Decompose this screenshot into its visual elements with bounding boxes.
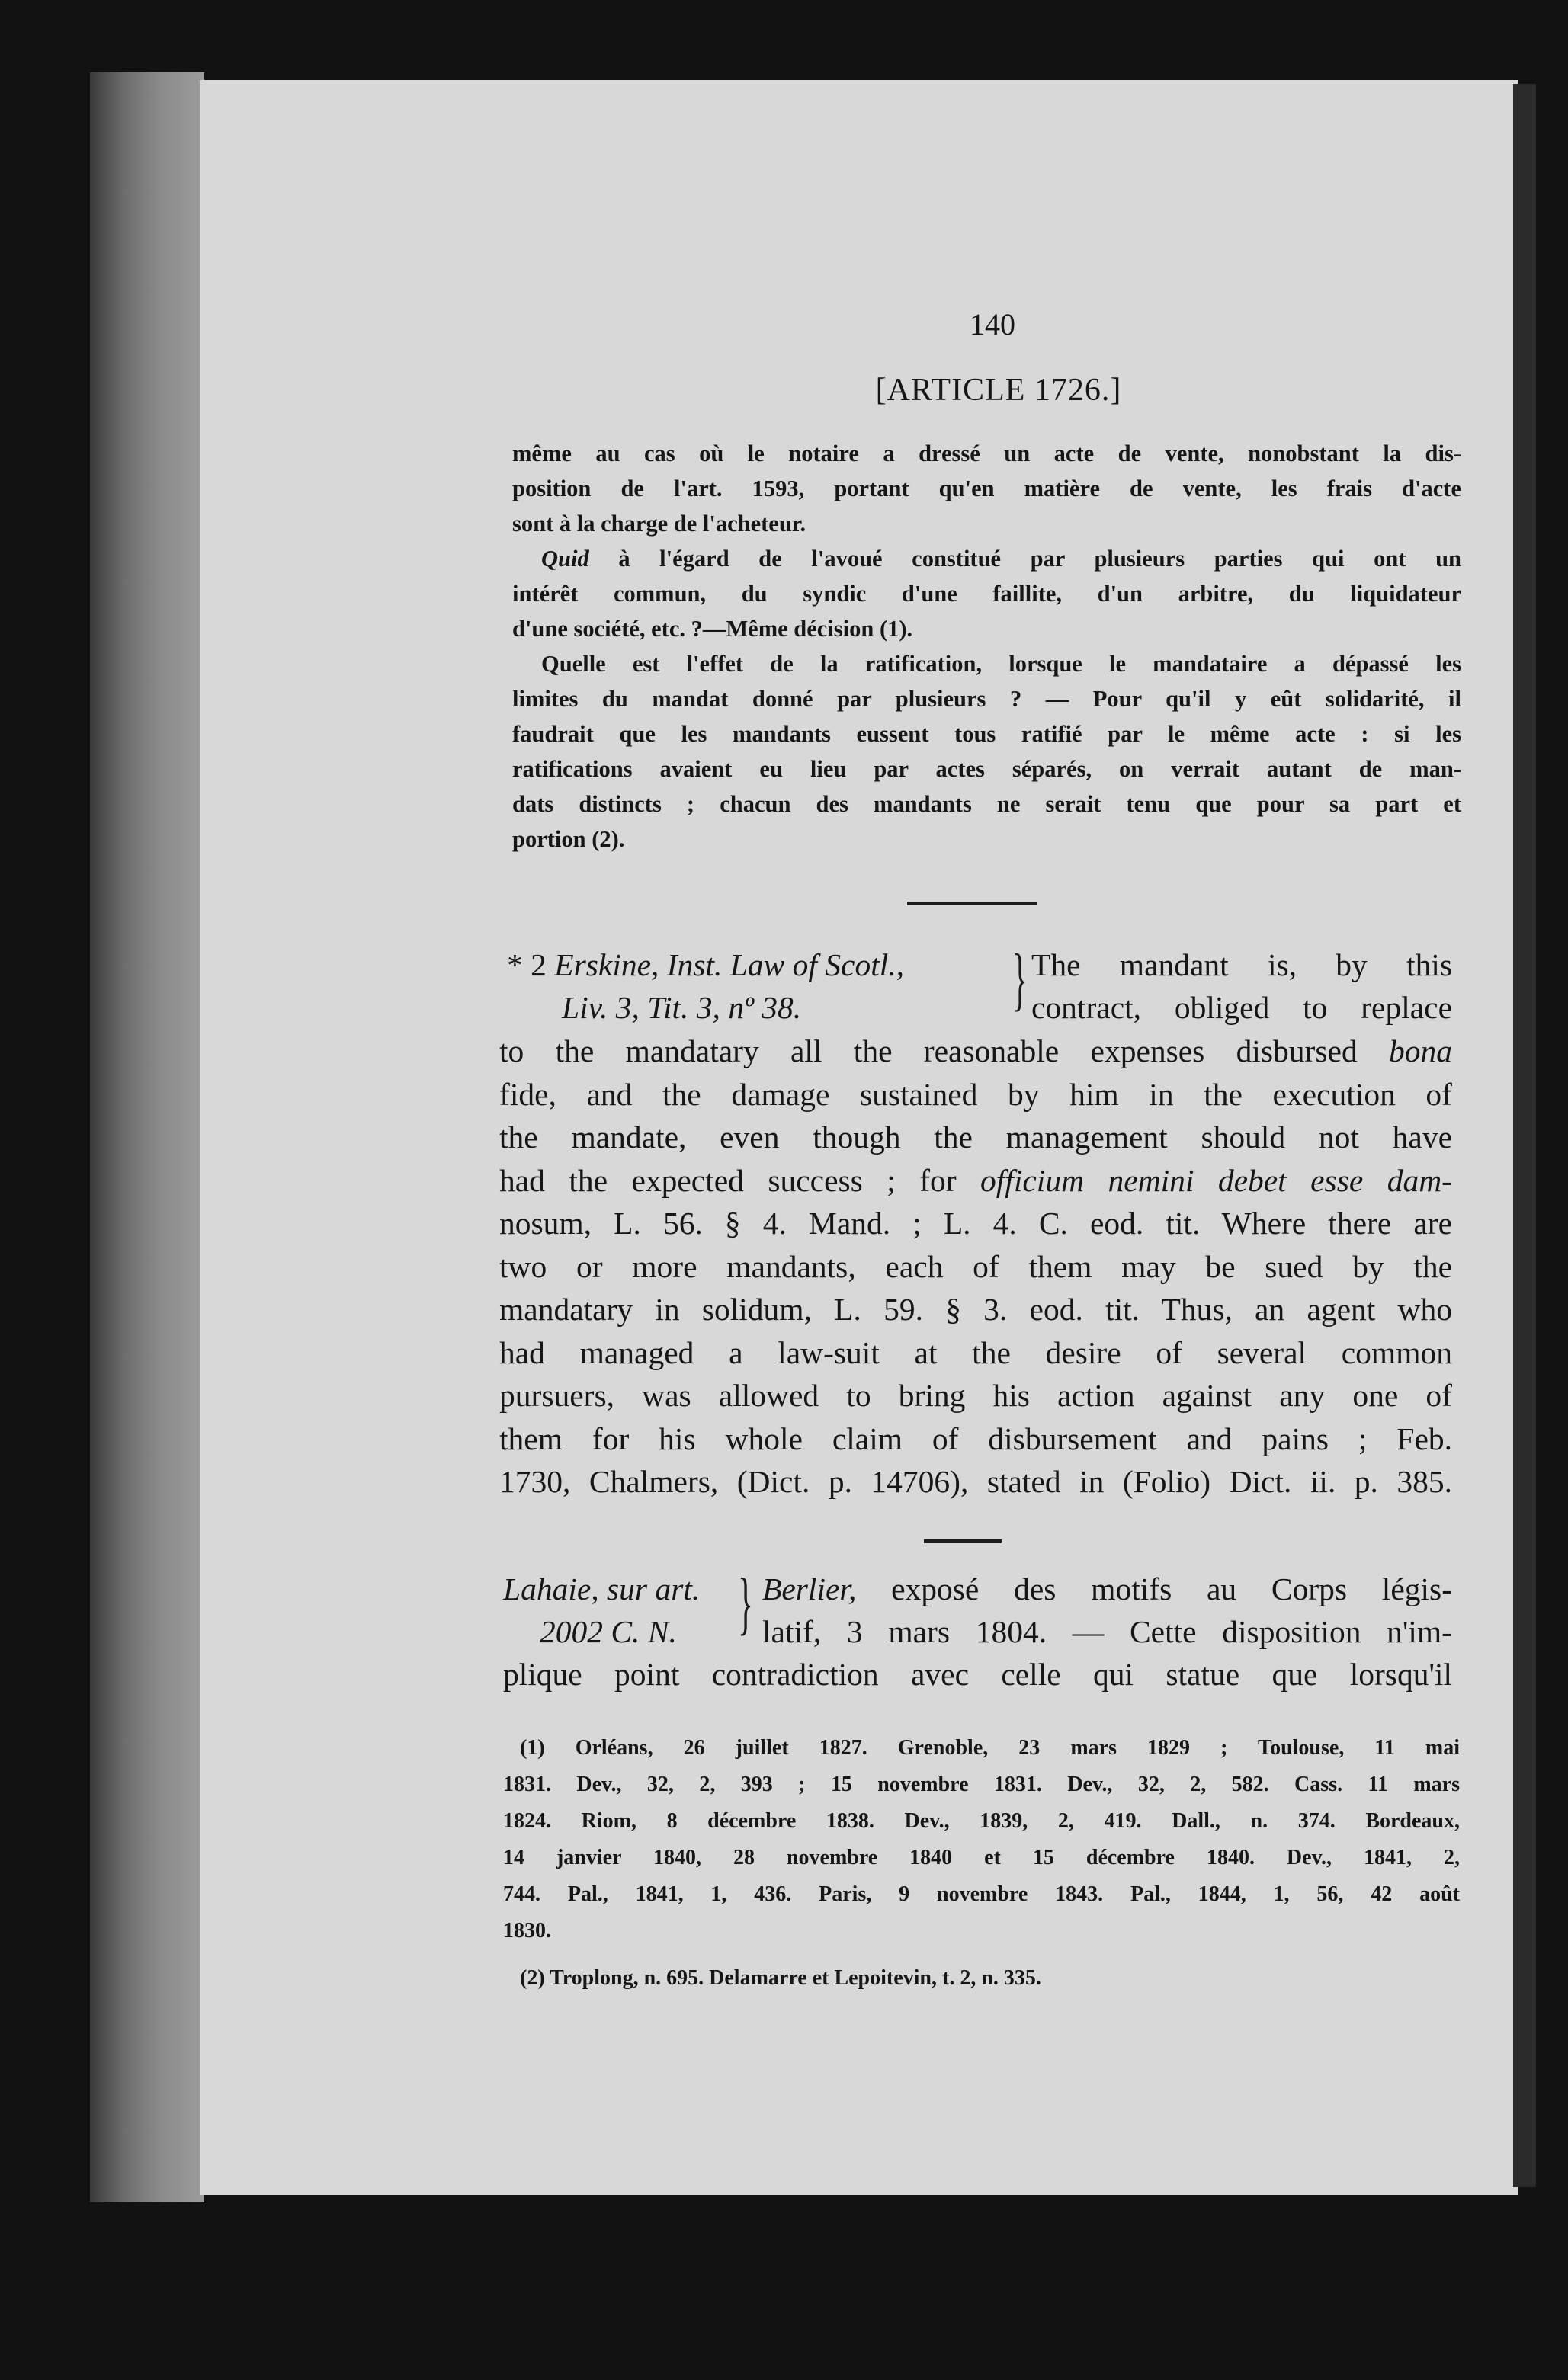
text-line: Quelle est l'effet de la ratification, lorsque le mandataire a dépassé les xyxy=(541,651,1461,677)
page-edge xyxy=(90,72,204,2202)
footnote-line: 1831. Dev., 32, 2, 393 ; 15 novembre 1831. Dev., 32, 2, 582. Cass. 11 mars xyxy=(503,1773,1460,1796)
text-line xyxy=(499,1030,1452,1073)
french-citation-italic: Berlier, xyxy=(762,1571,857,1606)
brace-icon: } xyxy=(738,1564,753,1642)
text-line: position de l'art. 1593, portant qu'en matière de vente, les frais d'acte xyxy=(512,476,1461,501)
text-line xyxy=(499,1159,1452,1203)
text-line xyxy=(512,541,1461,576)
text-segment: exposé des motifs au Corps légis- xyxy=(891,1571,1453,1606)
citation-first-line: The mandant is, by this xyxy=(1031,947,1452,982)
text-segment: to the mandatary all the reasonable expenses disbursed xyxy=(499,1033,1358,1068)
text-line: the mandate, even though the management should not have xyxy=(499,1120,1452,1155)
citation-location xyxy=(562,986,801,1030)
italic-officium: officium nemini debet esse dam- xyxy=(980,1162,1452,1198)
footnote-line: 1830. xyxy=(503,1919,551,1943)
footnote-line: 744. Pal., 1841, 1, 436. Paris, 9 novembre 1843. Pal., 1844, 1, 56, 42 août xyxy=(503,1882,1460,1906)
english-commentary xyxy=(499,1030,1452,1504)
footnote-line: (1) Orléans, 26 juillet 1827. Grenoble, 23 mars 1829 ; Toulouse, 11 mai xyxy=(520,1736,1460,1760)
french-citation-location-text: 2002 C. N. xyxy=(540,1614,677,1649)
french-citation-location xyxy=(540,1610,677,1654)
article-heading: [ARTICLE 1726.] xyxy=(875,373,1122,408)
citation-star: * 2 xyxy=(507,947,547,982)
citation-author-text: Erskine, Inst. Law of Scotl., xyxy=(554,947,905,982)
brace-icon: } xyxy=(1012,940,1028,1017)
right-edge xyxy=(1513,84,1536,2187)
citation-author xyxy=(507,943,904,987)
french-citation-third-line: plique point contradiction avec celle qui statue que lorsqu'il xyxy=(503,1657,1452,1692)
french-citation-author-text: Lahaie, sur art. xyxy=(503,1571,701,1606)
french-citation-second-line: latif, 3 mars 1804. — Cette disposition n'im- xyxy=(762,1614,1452,1649)
citation-location-text: Liv. 3, Tit. 3, nº 38. xyxy=(562,990,802,1025)
text-line: faudrait que les mandants eussent tous ratifié par le même acte : si les xyxy=(512,721,1461,747)
french-citation-author xyxy=(503,1568,700,1611)
text-line: nosum, L. 56. § 4. Mand. ; L. 4. C. eod. tit. Where there are xyxy=(499,1206,1452,1241)
footnote-line: (2) Troplong, n. 695. Delamarre et Lepoitevin, t. 2, n. 335. xyxy=(520,1966,1041,1990)
text-line: mandatary in solidum, L. 59. § 3. eod. tit. Thus, an agent who xyxy=(499,1292,1452,1327)
section-rule xyxy=(907,902,1037,905)
quid-italic: Quid xyxy=(541,546,589,572)
text-line: d'une société, etc. ?—Même décision (1). xyxy=(512,616,913,642)
footnote-line: 14 janvier 1840, 28 novembre 1840 et 15 décembre 1840. Dev., 1841, 2, xyxy=(503,1846,1460,1869)
text-line: sont à la charge de l'acheteur. xyxy=(512,511,806,537)
french-citation-first-line xyxy=(762,1568,1452,1611)
text-line: pursuers, was allowed to bring his action against any one of xyxy=(499,1378,1452,1413)
text-segment: had the expected success ; for xyxy=(499,1162,957,1198)
text-line: had managed a law-suit at the desire of several common xyxy=(499,1334,1452,1370)
page-number: 140 xyxy=(970,307,1015,341)
french-commentary xyxy=(512,436,1461,857)
text-line: intérêt commun, du syndic d'une faillite, d'un arbitre, du liquidateur xyxy=(512,581,1461,607)
text-line: même au cas où le notaire a dressé un acte de vente, nonobstant la dis- xyxy=(512,440,1461,466)
italic-bona: bona xyxy=(1389,1033,1453,1068)
text-line: them for his whole claim of disbursement and pains ; Feb. xyxy=(499,1421,1452,1456)
section-rule xyxy=(924,1539,1002,1543)
footnotes xyxy=(503,1730,1460,1997)
citation-second-line: contract, obliged to replace xyxy=(1031,990,1452,1025)
text-line: two or more mandants, each of them may be sued by the xyxy=(499,1248,1452,1284)
text-line: limites du mandat donné par plusieurs ? — Pour qu'il y eût solidarité, il xyxy=(512,686,1461,712)
text-line: fide, and the damage sustained by him in the execution of xyxy=(499,1076,1452,1112)
text-line: portion (2). xyxy=(512,826,625,852)
text-segment: à l'égard de l'avoué constitué par plusieurs parties qui ont un xyxy=(618,546,1462,572)
text-line: ratifications avaient eu lieu par actes séparés, on verrait autant de man- xyxy=(512,756,1461,782)
text-line: 1730, Chalmers, (Dict. p. 14706), stated in (Folio) Dict. ii. p. 385. xyxy=(499,1464,1452,1499)
text-line: dats distincts ; chacun des mandants ne serait tenu que pour sa part et xyxy=(512,791,1461,817)
footnote-line: 1824. Riom, 8 décembre 1838. Dev., 1839, 2, 419. Dall., n. 374. Bordeaux, xyxy=(503,1809,1460,1833)
